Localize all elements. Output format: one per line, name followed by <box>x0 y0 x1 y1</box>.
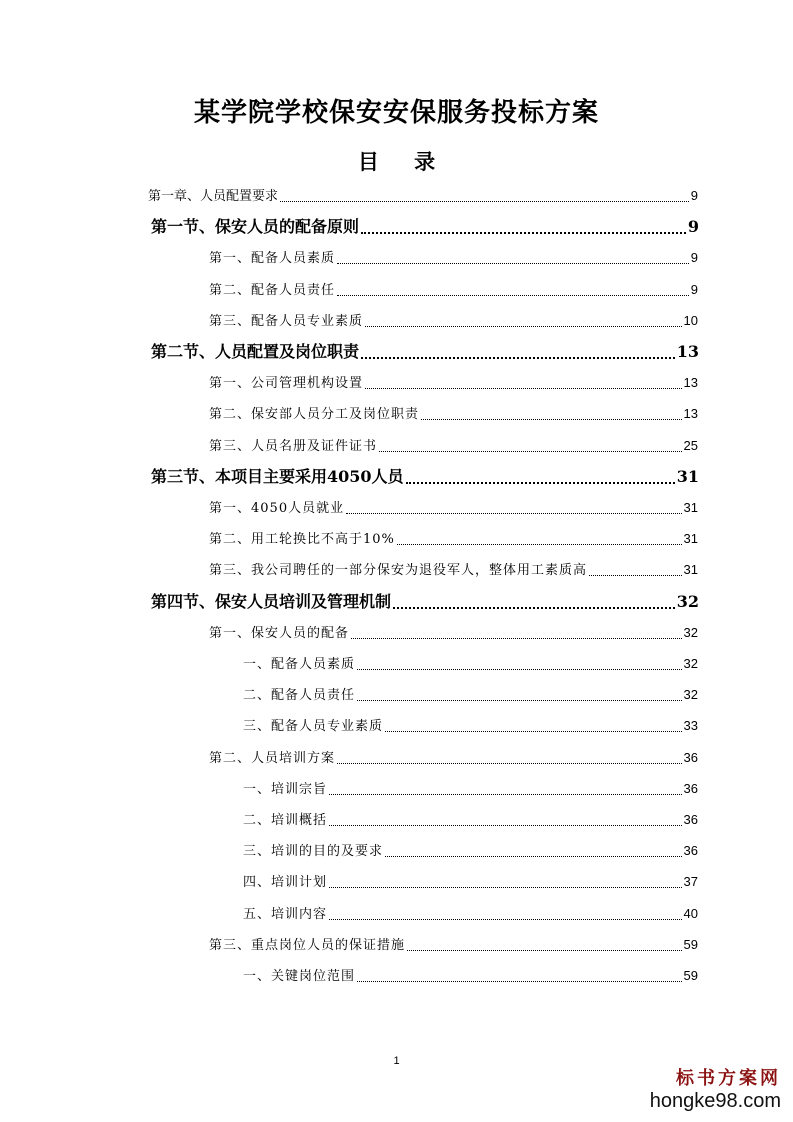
toc-leader-dots <box>357 981 682 982</box>
toc-entry-page: 10 <box>683 313 698 328</box>
toc-entry-label: 一、培训宗旨 <box>243 782 328 797</box>
toc-entry[interactable] <box>209 309 698 333</box>
toc-entry-page: 31 <box>683 562 698 577</box>
toc-entry-page: 31 <box>676 467 699 486</box>
toc-entry[interactable] <box>243 902 698 926</box>
toc-entry-page: 32 <box>683 625 698 640</box>
watermark-url: hongke98.com <box>649 1090 781 1112</box>
toc-entry-label: 第一、公司管理机构设置 <box>209 376 364 391</box>
toc-leader-dots <box>361 357 675 359</box>
watermark-chinese: 标书方案网 <box>676 1068 781 1089</box>
toc-entry-label: 第一、保安人员的配备 <box>209 626 350 641</box>
toc-entry-label: 第二节、人员配置及岗位职责 <box>151 342 360 361</box>
toc-entry-page: 40 <box>683 906 698 921</box>
toc-entry-label: 第二、保安部人员分工及岗位职责 <box>209 407 420 422</box>
toc-entry[interactable] <box>209 933 698 957</box>
toc-entry-page: 36 <box>683 812 698 827</box>
toc-entry-page: 59 <box>683 937 698 952</box>
toc-entry-label: 第三、配备人员专业素质 <box>209 314 364 329</box>
toc-entry[interactable] <box>243 777 698 801</box>
toc-entry-label: 第二、配备人员责任 <box>209 283 336 298</box>
toc-entry-label: 第一章、人员配置要求 <box>148 189 279 204</box>
toc-entry[interactable] <box>151 590 699 614</box>
toc-entry-label: 三、培训的目的及要求 <box>243 844 384 859</box>
toc-entry-page: 9 <box>690 188 698 203</box>
toc-leader-dots <box>397 544 682 545</box>
toc-entry-label: 第四节、保安人员培训及管理机制 <box>151 592 392 611</box>
toc-entry-label: 第一、4050人员就业 <box>209 501 345 516</box>
toc-entry-label: 二、培训概括 <box>243 813 328 828</box>
toc-entry-page: 9 <box>690 282 698 297</box>
toc-entry-label: 二、配备人员责任 <box>243 688 356 703</box>
toc-leader-dots <box>337 263 689 264</box>
toc-entry[interactable] <box>209 621 698 645</box>
toc-entry-label: 第二、人员培训方案 <box>209 751 336 766</box>
toc-leader-dots <box>346 513 681 514</box>
toc-leader-dots <box>365 388 682 389</box>
toc-entry-page: 9 <box>687 217 699 236</box>
toc-entry-page: 59 <box>683 968 698 983</box>
toc-leader-dots <box>329 825 682 826</box>
toc-entry-label: 第二、用工轮换比不高于10% <box>209 532 395 547</box>
toc-entry[interactable] <box>209 527 698 551</box>
toc-leader-dots <box>365 326 682 327</box>
toc-entry-page: 36 <box>683 843 698 858</box>
toc-entry[interactable] <box>209 558 698 582</box>
toc-entry-label: 第一、配备人员素质 <box>209 251 336 266</box>
toc-entry[interactable] <box>151 215 699 239</box>
toc-entry-label: 一、关键岗位范围 <box>243 969 356 984</box>
toc-entry[interactable] <box>243 652 698 676</box>
toc-leader-dots <box>361 232 686 234</box>
toc-entry[interactable] <box>209 371 698 395</box>
toc-entry-page: 33 <box>683 718 698 733</box>
toc-entry-label: 五、培训内容 <box>243 907 328 922</box>
toc-leader-dots <box>379 451 682 452</box>
toc-entry-label: 第一节、保安人员的配备原则 <box>151 217 360 236</box>
toc-entry[interactable] <box>243 808 698 832</box>
toc-entry-page: 31 <box>683 531 698 546</box>
toc-entry-page: 13 <box>683 375 698 390</box>
toc-entry[interactable] <box>243 714 698 738</box>
toc-leader-dots <box>329 919 682 920</box>
toc-leader-dots <box>357 700 682 701</box>
toc-leader-dots <box>329 794 682 795</box>
toc-entry[interactable] <box>243 683 698 707</box>
toc-entry[interactable] <box>151 340 699 364</box>
page-number: 1 <box>393 1055 400 1067</box>
toc-entry[interactable] <box>209 496 698 520</box>
toc-entry-page: 31 <box>683 500 698 515</box>
toc-leader-dots <box>329 887 682 888</box>
toc-leader-dots <box>385 856 682 857</box>
toc-entry-label: 第三、人员名册及证件证书 <box>209 439 378 454</box>
toc-leader-dots <box>589 575 682 576</box>
toc-entry[interactable] <box>243 839 698 863</box>
toc-leader-dots <box>280 201 689 202</box>
toc-entry[interactable] <box>151 465 699 489</box>
toc-entry[interactable] <box>209 434 698 458</box>
toc-entry[interactable] <box>209 402 698 426</box>
toc-entry-label: 第三、我公司聘任的一部分保安为退役军人，整体用工素质高 <box>209 563 588 578</box>
toc-entry-page: 36 <box>683 781 698 796</box>
toc-entry[interactable] <box>243 870 698 894</box>
toc-entry-page: 36 <box>683 750 698 765</box>
toc-leader-dots <box>337 295 689 296</box>
toc-leader-dots <box>357 669 682 670</box>
toc-entry-label: 一、配备人员素质 <box>243 657 356 672</box>
toc-leader-dots <box>337 763 682 764</box>
toc-leader-dots <box>406 482 675 484</box>
toc-entry[interactable] <box>243 964 698 988</box>
toc-entry-page: 9 <box>690 250 698 265</box>
toc-entry-page: 13 <box>683 406 698 421</box>
toc-entry-page: 13 <box>676 342 699 361</box>
toc-leader-dots <box>385 731 682 732</box>
toc-entry-label: 第三、重点岗位人员的保证措施 <box>209 938 406 953</box>
toc-entry[interactable] <box>209 278 698 302</box>
toc-entry-page: 25 <box>683 438 698 453</box>
toc-entry[interactable] <box>148 184 698 208</box>
toc-leader-dots <box>393 607 675 609</box>
toc-leader-dots <box>407 950 682 951</box>
toc-entry-label: 三、配备人员专业素质 <box>243 719 384 734</box>
toc-entry[interactable] <box>209 246 698 270</box>
toc-heading: 目 录 <box>357 150 450 174</box>
toc-entry-label: 第三节、本项目主要采用4050人员 <box>151 467 404 486</box>
toc-leader-dots <box>351 638 682 639</box>
toc-entry-page: 32 <box>683 687 698 702</box>
toc-entry[interactable] <box>209 746 698 770</box>
toc-leader-dots <box>421 419 682 420</box>
toc-entry-page: 32 <box>683 656 698 671</box>
toc-entry-page: 32 <box>676 592 699 611</box>
toc-entry-label: 四、培训计划 <box>243 875 328 890</box>
watermark <box>631 1064 781 1113</box>
toc-entry-page: 37 <box>683 874 698 889</box>
document-title: 某学院学校保安安保服务投标方案 <box>193 98 599 128</box>
